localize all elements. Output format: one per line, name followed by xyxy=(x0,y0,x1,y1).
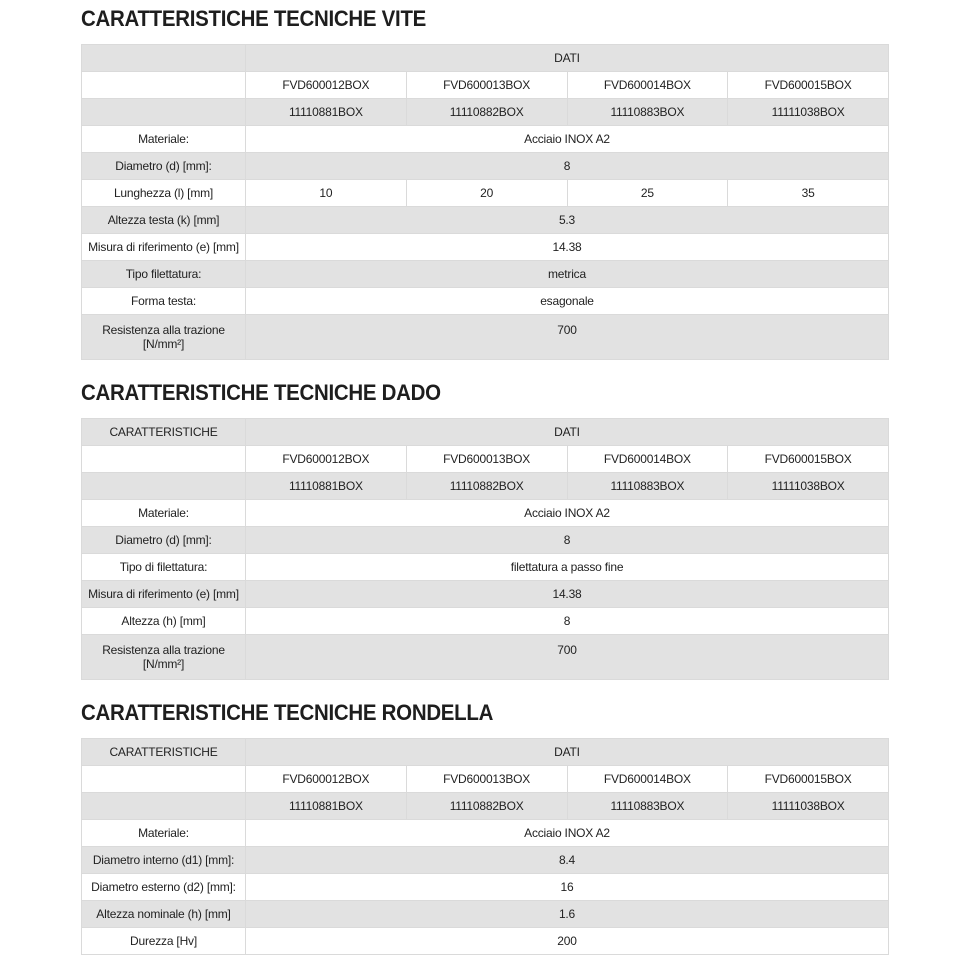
model-cell: FVD600013BOX xyxy=(406,446,567,473)
row-value: Acciaio INOX A2 xyxy=(246,820,889,847)
code-cell: 11111038BOX xyxy=(728,99,889,126)
table-row xyxy=(82,500,889,527)
table-row xyxy=(82,820,889,847)
model-cell: FVD600015BOX xyxy=(728,766,889,793)
model-cell: FVD600015BOX xyxy=(728,446,889,473)
header-data-cell: DATI xyxy=(246,45,889,72)
row-label: Materiale: xyxy=(82,126,246,153)
vite-table xyxy=(81,44,889,360)
table-row xyxy=(82,180,889,207)
row-value: 8.4 xyxy=(246,847,889,874)
row-value: Acciaio INOX A2 xyxy=(246,126,889,153)
code-cell: 11110883BOX xyxy=(567,99,728,126)
row-value: 10 xyxy=(246,180,407,207)
row-label: Altezza nominale (h) [mm] xyxy=(82,901,246,928)
row-label: Diametro (d) [mm]: xyxy=(82,153,246,180)
table-header-row xyxy=(82,45,889,72)
row-value: 8 xyxy=(246,608,889,635)
rondella-title: CARATTERISTICHE TECNICHE RONDELLA xyxy=(81,700,494,725)
model-cell: FVD600015BOX xyxy=(728,72,889,99)
code-cell: 11110882BOX xyxy=(406,473,567,500)
row-value: 700 xyxy=(246,315,889,360)
row-label: Tipo filettatura: xyxy=(82,261,246,288)
model-cell: FVD600012BOX xyxy=(246,72,407,99)
table-row xyxy=(82,874,889,901)
row-label: Lunghezza (l) [mm] xyxy=(82,180,246,207)
table-row xyxy=(82,153,889,180)
row-label: Altezza (h) [mm] xyxy=(82,608,246,635)
row-value: 5.3 xyxy=(246,207,889,234)
code-cell: 11110881BOX xyxy=(246,99,407,126)
row-value: 16 xyxy=(246,874,889,901)
row-value: 200 xyxy=(246,928,889,955)
table-row xyxy=(82,234,889,261)
code-cell: 11111038BOX xyxy=(728,473,889,500)
model-cell: FVD600012BOX xyxy=(246,446,407,473)
vite-title: CARATTERISTICHE TECNICHE VITE xyxy=(81,6,427,31)
row-label-line: Resistenza alla trazione xyxy=(102,323,225,337)
row-label-line: Resistenza alla trazione xyxy=(102,643,225,657)
row-value: 20 xyxy=(406,180,567,207)
row-label: Materiale: xyxy=(82,820,246,847)
row-value: 35 xyxy=(728,180,889,207)
row-label: Diametro (d) [mm]: xyxy=(82,527,246,554)
table-row xyxy=(82,527,889,554)
code-row xyxy=(82,473,889,500)
code-cell: 11110882BOX xyxy=(406,99,567,126)
table-row xyxy=(82,928,889,955)
model-cell: FVD600013BOX xyxy=(406,72,567,99)
code-row xyxy=(82,793,889,820)
header-label-cell: CARATTERISTICHE xyxy=(82,419,246,446)
empty-cell xyxy=(82,446,246,473)
row-value: 25 xyxy=(567,180,728,207)
empty-cell xyxy=(82,99,246,126)
header-label-cell: CARATTERISTICHE xyxy=(82,739,246,766)
table-row xyxy=(82,261,889,288)
table-row xyxy=(82,554,889,581)
row-value: 8 xyxy=(246,527,889,554)
code-row xyxy=(82,99,889,126)
row-value: 8 xyxy=(246,153,889,180)
model-row xyxy=(82,72,889,99)
code-cell: 11110883BOX xyxy=(567,473,728,500)
row-value: 14.38 xyxy=(246,581,889,608)
header-data-cell: DATI xyxy=(246,419,889,446)
row-label: Tipo di filettatura: xyxy=(82,554,246,581)
row-value: Acciaio INOX A2 xyxy=(246,500,889,527)
row-value: metrica xyxy=(246,261,889,288)
row-label: Misura di riferimento (e) [mm] xyxy=(82,234,246,261)
row-label: Materiale: xyxy=(82,500,246,527)
rondella-table xyxy=(81,738,889,955)
code-cell: 11110881BOX xyxy=(246,793,407,820)
row-label: Misura di riferimento (e) [mm] xyxy=(82,581,246,608)
row-label: Altezza testa (k) [mm] xyxy=(82,207,246,234)
model-row xyxy=(82,766,889,793)
empty-cell xyxy=(82,793,246,820)
row-label: Diametro interno (d1) [mm]: xyxy=(82,847,246,874)
row-label: Forma testa: xyxy=(82,288,246,315)
table-row xyxy=(82,207,889,234)
row-label: Durezza [Hv] xyxy=(82,928,246,955)
model-cell: FVD600014BOX xyxy=(567,446,728,473)
dado-title: CARATTERISTICHE TECNICHE DADO xyxy=(81,380,441,405)
empty-cell xyxy=(82,766,246,793)
row-label xyxy=(82,315,246,360)
table-row xyxy=(82,581,889,608)
table-header-row xyxy=(82,739,889,766)
table-header-row xyxy=(82,419,889,446)
row-value: esagonale xyxy=(246,288,889,315)
table-row xyxy=(82,847,889,874)
row-value: filettatura a passo fine xyxy=(246,554,889,581)
table-row xyxy=(82,901,889,928)
empty-cell xyxy=(82,473,246,500)
table-row xyxy=(82,126,889,153)
row-label xyxy=(82,635,246,680)
model-cell: FVD600013BOX xyxy=(406,766,567,793)
table-row xyxy=(82,288,889,315)
code-cell: 11110883BOX xyxy=(567,793,728,820)
row-label-line: [N/mm²] xyxy=(142,337,185,351)
model-cell: FVD600014BOX xyxy=(567,766,728,793)
model-row xyxy=(82,446,889,473)
code-cell: 11110881BOX xyxy=(246,473,407,500)
code-cell: 11111038BOX xyxy=(728,793,889,820)
code-cell: 11110882BOX xyxy=(406,793,567,820)
dado-table xyxy=(81,418,889,680)
row-label-line: [N/mm²] xyxy=(142,657,185,671)
model-cell: FVD600014BOX xyxy=(567,72,728,99)
table-row xyxy=(82,635,889,680)
table-row xyxy=(82,315,889,360)
empty-cell xyxy=(82,72,246,99)
row-value: 14.38 xyxy=(246,234,889,261)
header-label-cell xyxy=(82,45,246,72)
row-label: Diametro esterno (d2) [mm]: xyxy=(82,874,246,901)
table-row xyxy=(82,608,889,635)
model-cell: FVD600012BOX xyxy=(246,766,407,793)
row-value: 700 xyxy=(246,635,889,680)
header-data-cell: DATI xyxy=(246,739,889,766)
row-value: 1.6 xyxy=(246,901,889,928)
